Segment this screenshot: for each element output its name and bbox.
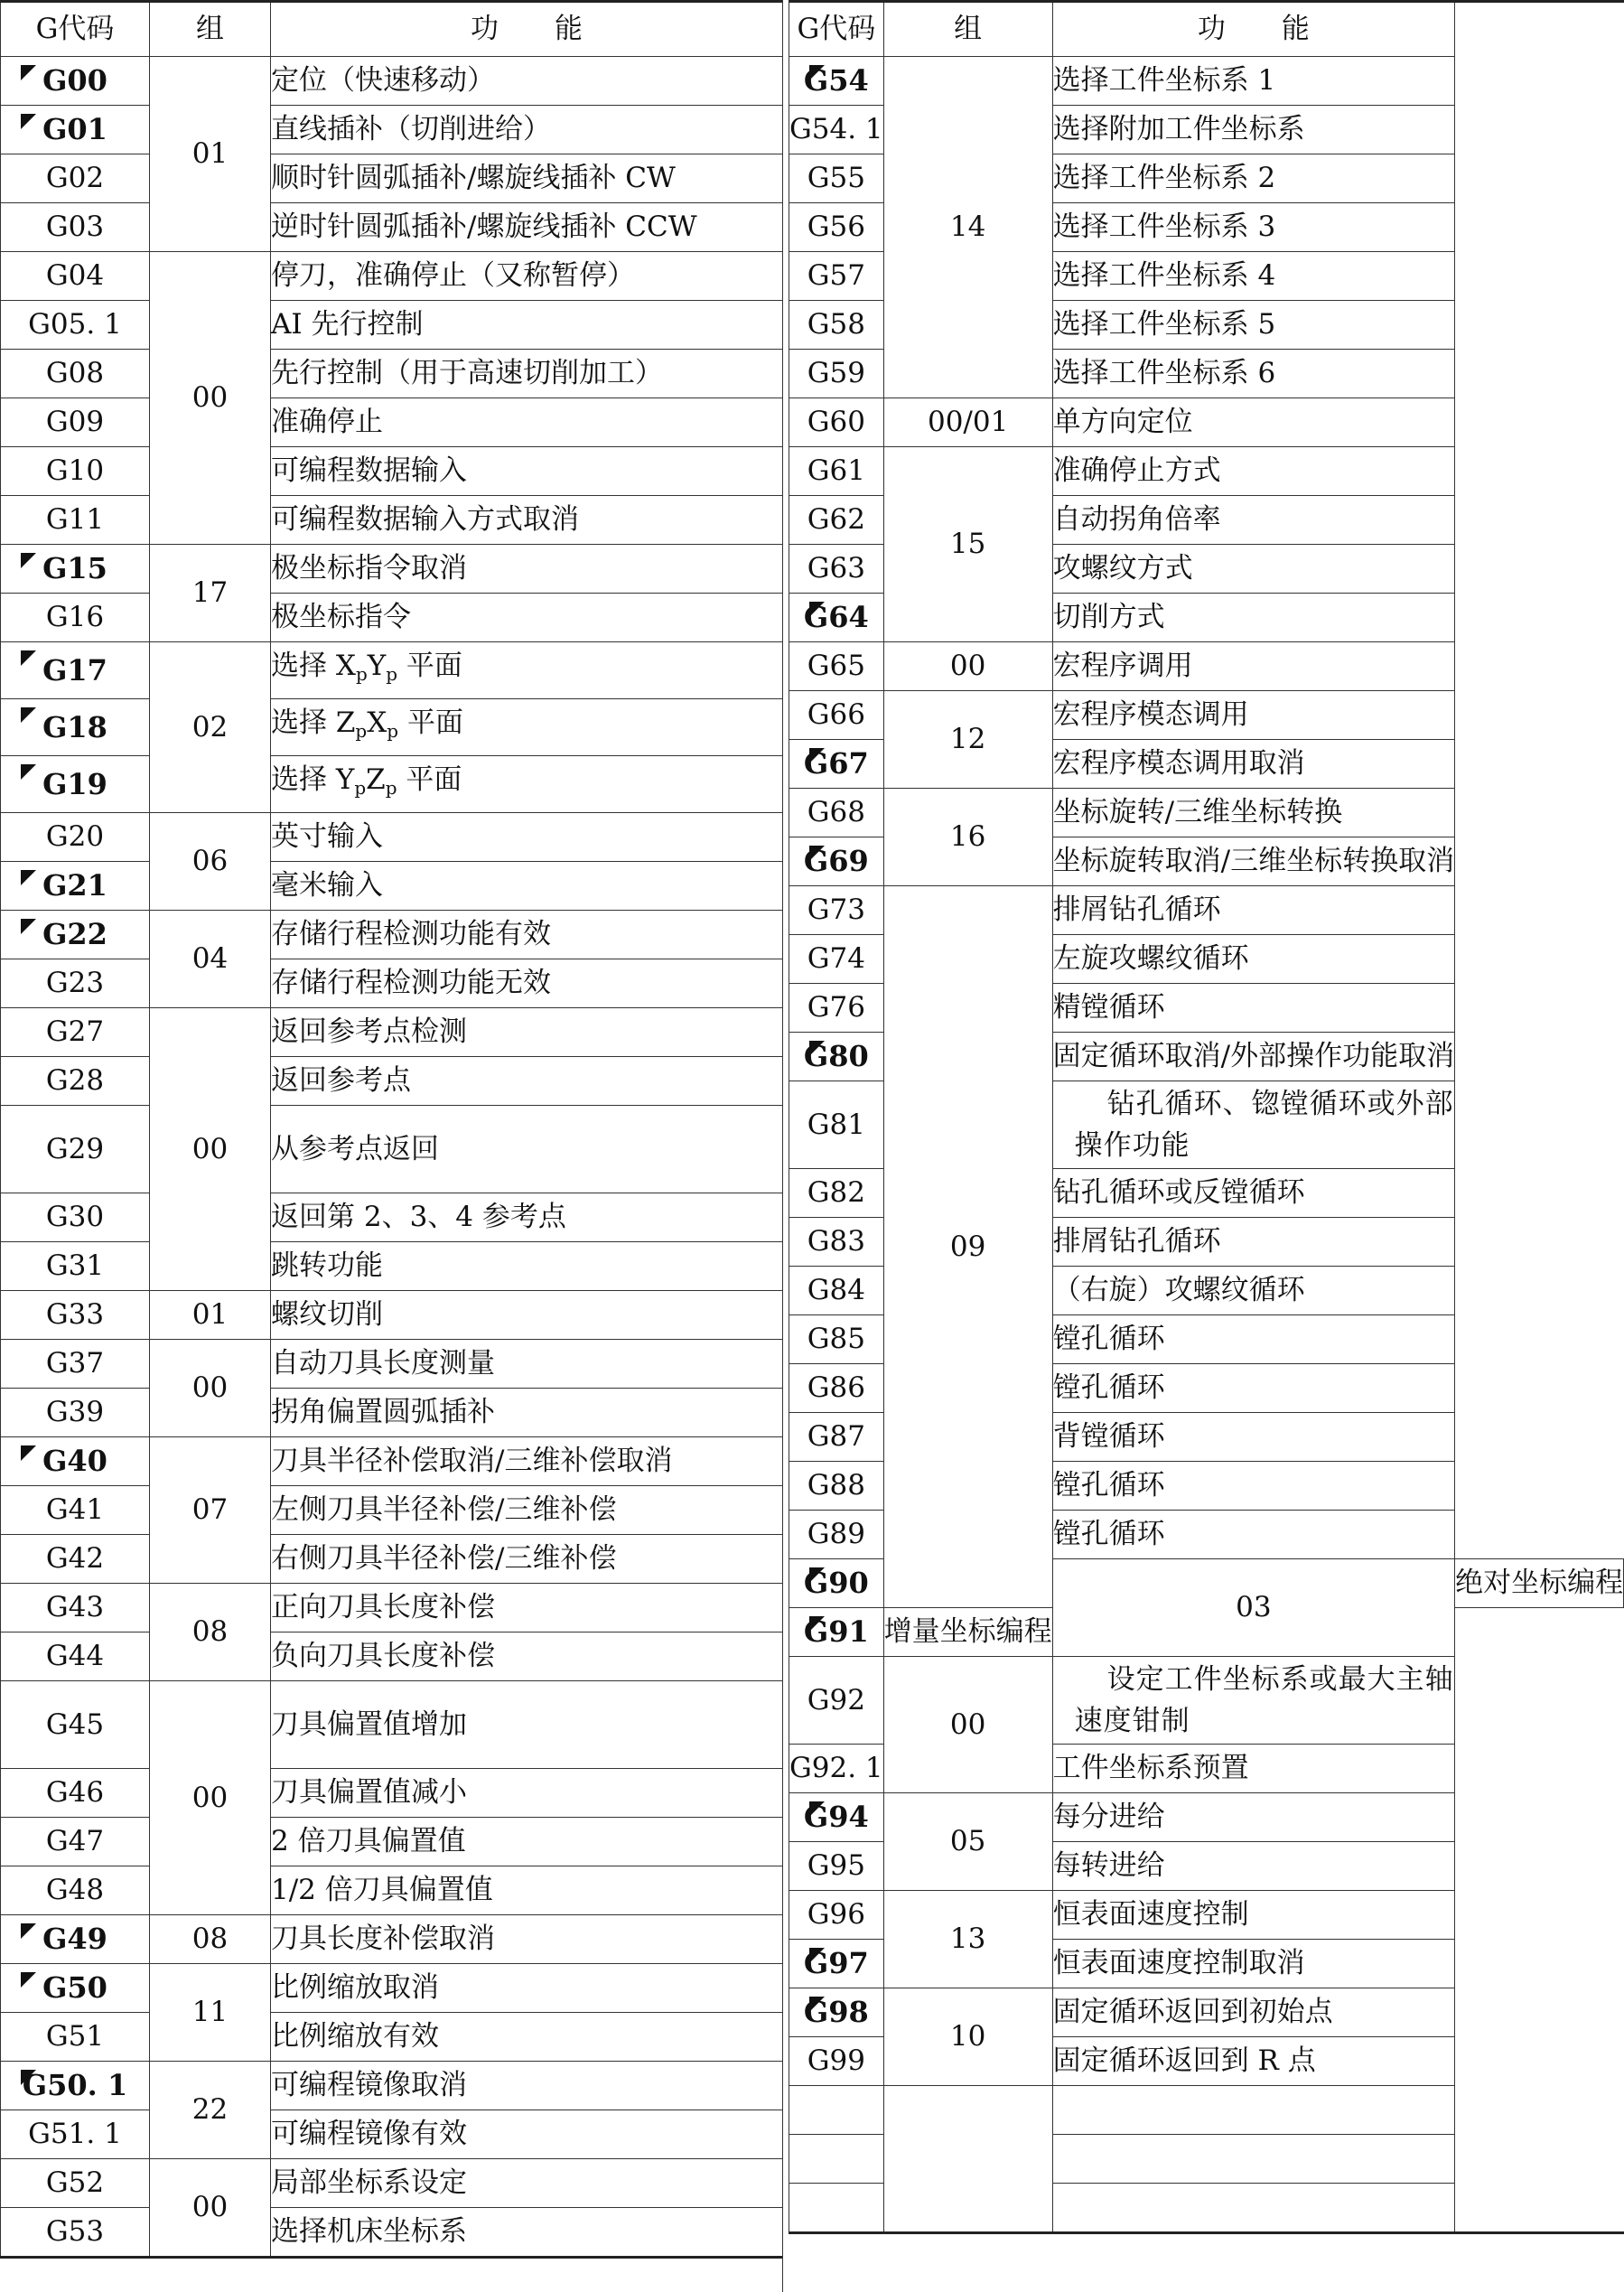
g-code-cell-default: G98 xyxy=(789,1988,884,2037)
table-row xyxy=(1,959,783,1008)
table-row xyxy=(1,1057,783,1106)
table-row xyxy=(1,642,783,699)
function-cell: 螺纹切削 xyxy=(271,1291,783,1340)
function-cell: 可编程数据输入方式取消 xyxy=(271,496,783,545)
function-cell xyxy=(1052,2184,1454,2233)
g-code-cell: G08 xyxy=(1,350,150,398)
function-cell: 选择工件坐标系 2 xyxy=(1052,154,1454,203)
table-row xyxy=(1,699,783,756)
g-code-cell-default: G01 xyxy=(1,106,150,154)
function-cell: 攻螺纹方式 xyxy=(1052,545,1454,594)
table-row xyxy=(1,1291,783,1340)
g-code-cell: G47 xyxy=(1,1818,150,1866)
group-cell: 00 xyxy=(150,2159,271,2258)
function-cell xyxy=(1052,2086,1454,2135)
function-cell: 钻孔循环、锪镗循环或外部操作功能 xyxy=(1052,1081,1454,1169)
function-cell: 镗孔循环 xyxy=(1052,1315,1454,1364)
g-code-cell: G84 xyxy=(789,1267,884,1315)
table-row xyxy=(1,1964,783,2013)
g-code-cell: G29 xyxy=(1,1106,150,1193)
header-group: 组 xyxy=(150,2,271,57)
g-code-cell-default: G21 xyxy=(1,862,150,911)
g-code-cell-default: G49 xyxy=(1,1915,150,1964)
function-cell: 固定循环返回到 R 点 xyxy=(1052,2037,1454,2086)
table-row xyxy=(1,57,783,106)
function-cell: 跳转功能 xyxy=(271,1242,783,1291)
g-code-cell-default: G18 xyxy=(1,699,150,756)
g-code-cell: G59 xyxy=(789,350,884,398)
table-row xyxy=(1,1818,783,1866)
table-row xyxy=(789,1793,1624,1842)
table-row xyxy=(1,203,783,252)
g-code-cell: G53 xyxy=(1,2208,150,2258)
table-row xyxy=(1,756,783,813)
group-cell: 04 xyxy=(150,911,271,1008)
table-row xyxy=(1,1584,783,1632)
g-code-cell: G68 xyxy=(789,789,884,837)
g-code-cell-default: G50 xyxy=(1,1964,150,2013)
g-code-cell: G63 xyxy=(789,545,884,594)
function-cell: 选择工件坐标系 1 xyxy=(1052,57,1454,106)
function-cell: 逆时针圆弧插补/螺旋线插补 CCW xyxy=(271,203,783,252)
g-code-cell: G23 xyxy=(1,959,150,1008)
table-row xyxy=(1,1769,783,1818)
g-code-cell: G52 xyxy=(1,2159,150,2208)
group-cell xyxy=(883,2086,1052,2233)
group-cell: 02 xyxy=(150,642,271,813)
g-code-cell: G82 xyxy=(789,1169,884,1218)
function-cell: 返回第 2、3、4 参考点 xyxy=(271,1193,783,1242)
function-cell: 先行控制（用于高速切削加工） xyxy=(271,350,783,398)
table-row xyxy=(789,789,1624,837)
table-row xyxy=(789,57,1624,106)
function-cell: 工件坐标系预置 xyxy=(1052,1745,1454,1793)
group-cell: 00 xyxy=(883,642,1052,691)
function-cell: 存储行程检测功能无效 xyxy=(271,959,783,1008)
table-row xyxy=(1,252,783,301)
function-cell: 2 倍刀具偏置值 xyxy=(271,1818,783,1866)
function-cell: 背镗循环 xyxy=(1052,1413,1454,1462)
g-code-cell: G02 xyxy=(1,154,150,203)
g-code-cell-default: G91 xyxy=(789,1608,884,1657)
g-code-cell: G41 xyxy=(1,1486,150,1535)
g-code-cell: G95 xyxy=(789,1842,884,1891)
function-cell: 左侧刀具半径补偿/三维补偿 xyxy=(271,1486,783,1535)
group-cell: 15 xyxy=(883,447,1052,642)
table-row xyxy=(1,1681,783,1769)
table-row xyxy=(1,2013,783,2062)
g-code-cell: G92. 1 xyxy=(789,1745,884,1793)
function-cell: 准确停止方式 xyxy=(1052,447,1454,496)
table-row xyxy=(1,1437,783,1486)
subscript-p: p xyxy=(354,777,367,799)
function-cell: 选择工件坐标系 5 xyxy=(1052,301,1454,350)
table-row xyxy=(1,398,783,447)
g-code-cell: G73 xyxy=(789,886,884,935)
function-cell: 每转进给 xyxy=(1052,1842,1454,1891)
table-row xyxy=(1,447,783,496)
table-row xyxy=(1,862,783,911)
table-row xyxy=(1,545,783,594)
table-row xyxy=(1,1389,783,1437)
function-cell: 毫米输入 xyxy=(271,862,783,911)
table-row xyxy=(1,350,783,398)
g-code-cell: G58 xyxy=(789,301,884,350)
g-code-cell: G31 xyxy=(1,1242,150,1291)
g-code-cell xyxy=(789,2184,884,2233)
function-cell: 准确停止 xyxy=(271,398,783,447)
group-cell: 17 xyxy=(150,545,271,642)
g-code-cell: G37 xyxy=(1,1340,150,1389)
header-function: 功 能 xyxy=(1052,2,1454,57)
g-code-cell: G30 xyxy=(1,1193,150,1242)
g-code-cell: G48 xyxy=(1,1866,150,1915)
function-cell: 宏程序模态调用 xyxy=(1052,691,1454,740)
function-cell: 极坐标指令取消 xyxy=(271,545,783,594)
g-code-cell-default: G22 xyxy=(1,911,150,959)
function-cell: 可编程镜像取消 xyxy=(271,2062,783,2110)
group-cell: 11 xyxy=(150,1964,271,2062)
table-row xyxy=(789,642,1624,691)
function-cell: 宏程序模态调用取消 xyxy=(1052,740,1454,789)
g-code-cell: G05. 1 xyxy=(1,301,150,350)
function-cell: 排屑钻孔循环 xyxy=(1052,1218,1454,1267)
g-code-cell-default: G69 xyxy=(789,837,884,886)
function-cell: 固定循环返回到初始点 xyxy=(1052,1988,1454,2037)
function-cell: 自动拐角倍率 xyxy=(1052,496,1454,545)
table-row xyxy=(1,1193,783,1242)
function-cell: 坐标旋转/三维坐标转换 xyxy=(1052,789,1454,837)
function-cell: 拐角偏置圆弧插补 xyxy=(271,1389,783,1437)
function-cell: 镗孔循环 xyxy=(1052,1364,1454,1413)
function-cell: 比例缩放取消 xyxy=(271,1964,783,2013)
function-cell: AI 先行控制 xyxy=(271,301,783,350)
g-code-cell: G28 xyxy=(1,1057,150,1106)
g-code-cell-default: G40 xyxy=(1,1437,150,1486)
function-cell: 顺时针圆弧插补/螺旋线插补 CW xyxy=(271,154,783,203)
header-function: 功 能 xyxy=(271,2,783,57)
function-cell: 返回参考点检测 xyxy=(271,1008,783,1057)
g-code-cell: G57 xyxy=(789,252,884,301)
function-cell: 自动刀具长度测量 xyxy=(271,1340,783,1389)
group-cell: 13 xyxy=(883,1891,1052,1988)
function-cell: 选择工件坐标系 4 xyxy=(1052,252,1454,301)
table-row xyxy=(1,1866,783,1915)
table-row xyxy=(1,1915,783,1964)
function-cell: 左旋攻螺纹循环 xyxy=(1052,935,1454,984)
table-row xyxy=(1,301,783,350)
function-cell: 比例缩放有效 xyxy=(271,2013,783,2062)
header-row xyxy=(1,2,783,57)
group-cell: 01 xyxy=(150,1291,271,1340)
g-code-cell: G46 xyxy=(1,1769,150,1818)
g-code-cell xyxy=(789,2135,884,2184)
function-cell: 英寸输入 xyxy=(271,813,783,862)
group-cell: 16 xyxy=(883,789,1052,886)
g-code-cell: G04 xyxy=(1,252,150,301)
g-code-cell: G51 xyxy=(1,2013,150,2062)
function-cell: 钻孔循环或反镗循环 xyxy=(1052,1169,1454,1218)
function-cell: 恒表面速度控制取消 xyxy=(1052,1940,1454,1988)
g-code-cell: G42 xyxy=(1,1535,150,1584)
table-row xyxy=(789,2086,1624,2135)
function-cell: 绝对坐标编程 xyxy=(1455,1559,1624,1608)
group-cell: 00 xyxy=(150,1008,271,1291)
function-cell: 镗孔循环 xyxy=(1052,1462,1454,1511)
g-code-cell: G62 xyxy=(789,496,884,545)
function-cell: 存储行程检测功能有效 xyxy=(271,911,783,959)
g-code-cell: G45 xyxy=(1,1681,150,1769)
function-cell: 选择工件坐标系 6 xyxy=(1052,350,1454,398)
group-cell: 09 xyxy=(883,886,1052,1608)
table-row xyxy=(1,911,783,959)
function-cell: 局部坐标系设定 xyxy=(271,2159,783,2208)
table-row xyxy=(1,496,783,545)
function-cell: 每分进给 xyxy=(1052,1793,1454,1842)
function-cell: （右旋）攻螺纹循环 xyxy=(1052,1267,1454,1315)
table-row xyxy=(789,1657,1624,1745)
function-cell: 返回参考点 xyxy=(271,1057,783,1106)
g-code-cell: G88 xyxy=(789,1462,884,1511)
group-cell: 06 xyxy=(150,813,271,911)
table-row xyxy=(789,886,1624,935)
table-row xyxy=(789,398,1624,447)
function-cell: 选择 $Z_pX_p$ 平面 xyxy=(271,699,783,756)
g-code-cell-default: G97 xyxy=(789,1940,884,1988)
group-cell: 03 xyxy=(1052,1559,1454,1657)
function-cell: 切削方式 xyxy=(1052,594,1454,642)
g-code-cell: G65 xyxy=(789,642,884,691)
function-cell: 可编程镜像有效 xyxy=(271,2110,783,2159)
g-code-cell: G55 xyxy=(789,154,884,203)
g-code-cell-default: G80 xyxy=(789,1033,884,1081)
table-row xyxy=(1,1242,783,1291)
function-cell: 负向刀具长度补偿 xyxy=(271,1632,783,1681)
g-code-cell: G76 xyxy=(789,984,884,1033)
g-code-cell: G20 xyxy=(1,813,150,862)
group-cell: 08 xyxy=(150,1584,271,1681)
g-code-cell: G81 xyxy=(789,1081,884,1169)
g-code-cell-default: G19 xyxy=(1,756,150,813)
g-code-cell: G86 xyxy=(789,1364,884,1413)
table-row xyxy=(1,2110,783,2159)
g-code-cell: G96 xyxy=(789,1891,884,1940)
g-code-cell: G51. 1 xyxy=(1,2110,150,2159)
table-row xyxy=(1,594,783,642)
function-cell: 刀具长度补偿取消 xyxy=(271,1915,783,1964)
header-code: G代码 xyxy=(789,2,884,57)
table-row xyxy=(1,1535,783,1584)
function-cell: 刀具偏置值减小 xyxy=(271,1769,783,1818)
subscript-p: p xyxy=(386,663,398,685)
g-code-cell-default: G94 xyxy=(789,1793,884,1842)
g-code-cell: G83 xyxy=(789,1218,884,1267)
g-code-cell: G39 xyxy=(1,1389,150,1437)
group-cell: 00/01 xyxy=(883,398,1052,447)
g-code-cell: G87 xyxy=(789,1413,884,1462)
g-code-cell-default: G54 xyxy=(789,57,884,106)
function-cell: 选择 $X_pY_p$ 平面 xyxy=(271,642,783,699)
function-cell: 停刀，准确停止（又称暂停） xyxy=(271,252,783,301)
table-row xyxy=(789,447,1624,496)
g-code-cell-default: G50. 1 xyxy=(1,2062,150,2110)
table-row xyxy=(1,1632,783,1681)
table-row xyxy=(1,2208,783,2258)
table-row xyxy=(1,1486,783,1535)
g-code-cell: G85 xyxy=(789,1315,884,1364)
group-cell: 00 xyxy=(150,252,271,545)
function-cell: 正向刀具长度补偿 xyxy=(271,1584,783,1632)
table-row xyxy=(1,154,783,203)
subscript-p: p xyxy=(387,720,399,742)
g-code-cell: G44 xyxy=(1,1632,150,1681)
g-code-cell: G27 xyxy=(1,1008,150,1057)
g-code-cell-default: G90 xyxy=(789,1559,884,1608)
g-code-table-right xyxy=(789,0,1624,2234)
function-cell: 可编程数据输入 xyxy=(271,447,783,496)
function-cell: 选择附加工件坐标系 xyxy=(1052,106,1454,154)
function-cell: 直线插补（切削进给） xyxy=(271,106,783,154)
group-cell: 00 xyxy=(883,1657,1052,1793)
function-cell: 从参考点返回 xyxy=(271,1106,783,1193)
header-row xyxy=(789,2,1624,57)
g-code-cell-default: G17 xyxy=(1,642,150,699)
g-code-cell: G92 xyxy=(789,1657,884,1745)
g-code-cell: G61 xyxy=(789,447,884,496)
function-cell xyxy=(1052,2135,1454,2184)
table-row xyxy=(1,813,783,862)
header-group: 组 xyxy=(883,2,1052,57)
g-code-cell: G03 xyxy=(1,203,150,252)
g-code-cell: G60 xyxy=(789,398,884,447)
function-cell: 排屑钻孔循环 xyxy=(1052,886,1454,935)
function-cell: 增量坐标编程 xyxy=(883,1608,1052,1657)
function-cell: 刀具偏置值增加 xyxy=(271,1681,783,1769)
table-row xyxy=(1,2159,783,2208)
function-cell: 1/2 倍刀具偏置值 xyxy=(271,1866,783,1915)
group-cell: 14 xyxy=(883,57,1052,398)
group-cell: 10 xyxy=(883,1988,1052,2086)
table-row xyxy=(789,1891,1624,1940)
function-cell: 选择 $Y_pZ_p$ 平面 xyxy=(271,756,783,813)
group-cell: 00 xyxy=(150,1681,271,1915)
table-row xyxy=(789,691,1624,740)
group-cell: 22 xyxy=(150,2062,271,2159)
function-cell: 固定循环取消/外部操作功能取消 xyxy=(1052,1033,1454,1081)
g-code-cell-default: G64 xyxy=(789,594,884,642)
group-cell: 12 xyxy=(883,691,1052,789)
function-cell: 镗孔循环 xyxy=(1052,1511,1454,1559)
g-code-cell: G09 xyxy=(1,398,150,447)
g-code-cell: G89 xyxy=(789,1511,884,1559)
function-cell: 精镗循环 xyxy=(1052,984,1454,1033)
function-cell: 宏程序调用 xyxy=(1052,642,1454,691)
g-code-cell: G16 xyxy=(1,594,150,642)
table-row xyxy=(789,1988,1624,2037)
subscript-p: p xyxy=(355,720,368,742)
g-code-cell-default: G67 xyxy=(789,740,884,789)
g-code-cell: G11 xyxy=(1,496,150,545)
group-cell: 05 xyxy=(883,1793,1052,1891)
g-code-cell-default: G15 xyxy=(1,545,150,594)
function-cell: 选择工件坐标系 3 xyxy=(1052,203,1454,252)
group-cell: 08 xyxy=(150,1915,271,1964)
g-code-cell: G56 xyxy=(789,203,884,252)
g-code-cell: G66 xyxy=(789,691,884,740)
group-cell: 01 xyxy=(150,57,271,252)
g-code-table-left xyxy=(0,0,783,2259)
function-cell: 单方向定位 xyxy=(1052,398,1454,447)
g-code-cell-default: G00 xyxy=(1,57,150,106)
g-code-cell: G10 xyxy=(1,447,150,496)
group-cell: 00 xyxy=(150,1340,271,1437)
function-cell: 选择机床坐标系 xyxy=(271,2208,783,2258)
g-code-cell: G74 xyxy=(789,935,884,984)
table-row xyxy=(1,106,783,154)
function-cell: 恒表面速度控制 xyxy=(1052,1891,1454,1940)
table-row xyxy=(1,2062,783,2110)
subscript-p: p xyxy=(355,663,368,685)
table-row xyxy=(1,1340,783,1389)
function-cell: 右侧刀具半径补偿/三维补偿 xyxy=(271,1535,783,1584)
group-cell: 07 xyxy=(150,1437,271,1584)
function-cell: 坐标旋转取消/三维坐标转换取消 xyxy=(1052,837,1454,886)
function-cell: 定位（快速移动） xyxy=(271,57,783,106)
function-cell: 设定工件坐标系或最大主轴速度钳制 xyxy=(1052,1657,1454,1745)
table-row xyxy=(1,1106,783,1193)
header-code: G代码 xyxy=(1,2,150,57)
g-code-cell: G33 xyxy=(1,1291,150,1340)
function-cell: 极坐标指令 xyxy=(271,594,783,642)
g-code-cell: G54. 1 xyxy=(789,106,884,154)
function-cell: 刀具半径补偿取消/三维补偿取消 xyxy=(271,1437,783,1486)
g-code-cell: G99 xyxy=(789,2037,884,2086)
g-code-cell xyxy=(789,2086,884,2135)
g-code-cell: G43 xyxy=(1,1584,150,1632)
subscript-p: p xyxy=(385,777,397,799)
table-row xyxy=(1,1008,783,1057)
